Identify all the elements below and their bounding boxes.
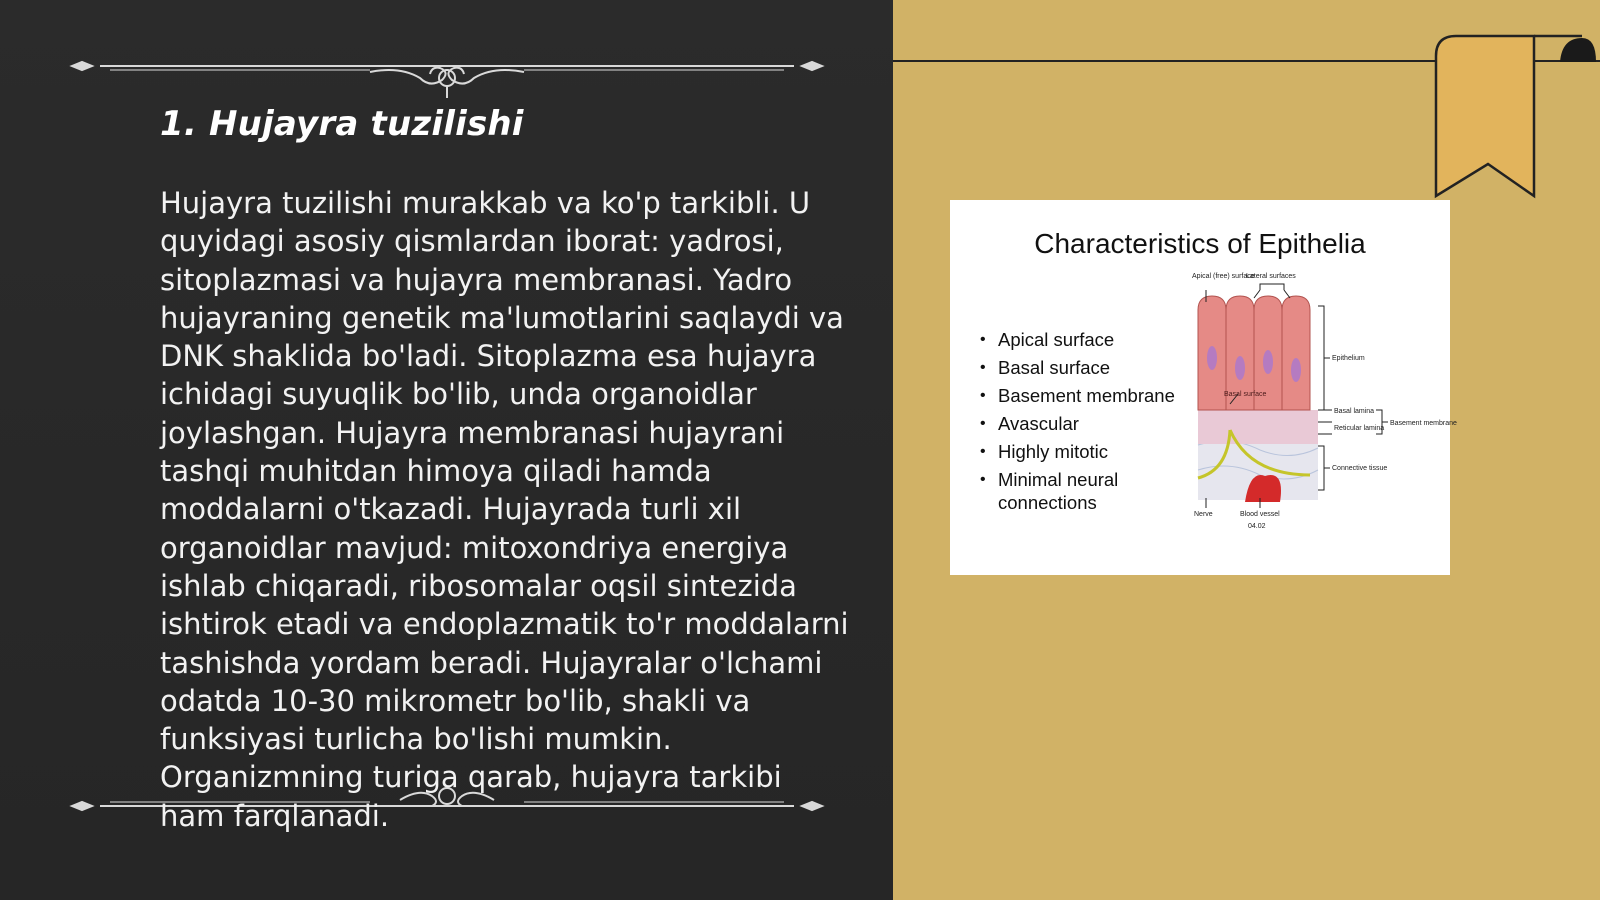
slide-body-text: Hujayra tuzilishi murakkab va ko'p tarkibli. U quyidagi asosiy qismlardan iborat: yadrosi, sitoplazmasi va hujayra membranasi. Yadro hujayraning genetik ma'lumotlarini saqlaydi va DNK shaklida bo'ladi. Sitoplazma esa hujayra ichidagi suyuqlik bo'lib, unda organoidlar joylashgan. Hujayra membranasi hujayrani tashqi muhitdan himoya qiladi hamda moddalarni o'tkazadi. Hujayrada turli xil organoidlar mavjud: mitoxondriya energiya ishlab chiqaradi, ribosomalar oqsil sintezida ishtirok etadi va endoplazmatik to'r moddalarni tashishda yordam beradi. Hujayralar o'lchami odatda 10-30 mikrometr bo'lib, shakli va funksiyasi turlicha bo'lishi mumkin. Organizmning turiga qarab, hujayra tarkibi ham farqlanadi. [160, 186, 849, 833]
label-basement-membrane: Basement membrane [1390, 420, 1457, 427]
list-item: • Highly mitotic [978, 440, 1208, 463]
label-basal-lamina: Basal lamina [1334, 408, 1375, 415]
label-basal-surface: Basal surface [1224, 391, 1267, 398]
label-epithelium: Epithelium [1332, 355, 1365, 362]
list-item: • Avascular [978, 412, 1208, 435]
list-item: • Basal surface [978, 356, 1208, 379]
label-lateral: Lateral surfaces [1246, 273, 1296, 280]
list-item: • Basement membrane [978, 384, 1208, 407]
label-blood-vessel: Blood vessel [1240, 511, 1280, 518]
top-ornament-divider [70, 48, 824, 88]
bookmark-ribbon-icon [1436, 36, 1596, 198]
characteristics-list [978, 328, 1208, 519]
list-item: • Apical surface [978, 328, 1208, 351]
epithelium-diagram [1190, 270, 1457, 540]
label-nerve: Nerve [1194, 511, 1213, 518]
list-item: • Minimal neural connections [978, 468, 1208, 514]
label-reticular-lamina: Reticular lamina [1334, 425, 1385, 432]
label-apical: Apical (free) surface [1192, 273, 1255, 280]
figure-title: Characteristics of Epithelia [1034, 228, 1366, 259]
label-connective-tissue: Connective tissue [1332, 465, 1388, 472]
slide-title: 1. Hujayra tuzilishi [160, 104, 524, 144]
epithelia-figure [950, 200, 1457, 575]
label-figure-code: 04.02 [1248, 523, 1266, 530]
